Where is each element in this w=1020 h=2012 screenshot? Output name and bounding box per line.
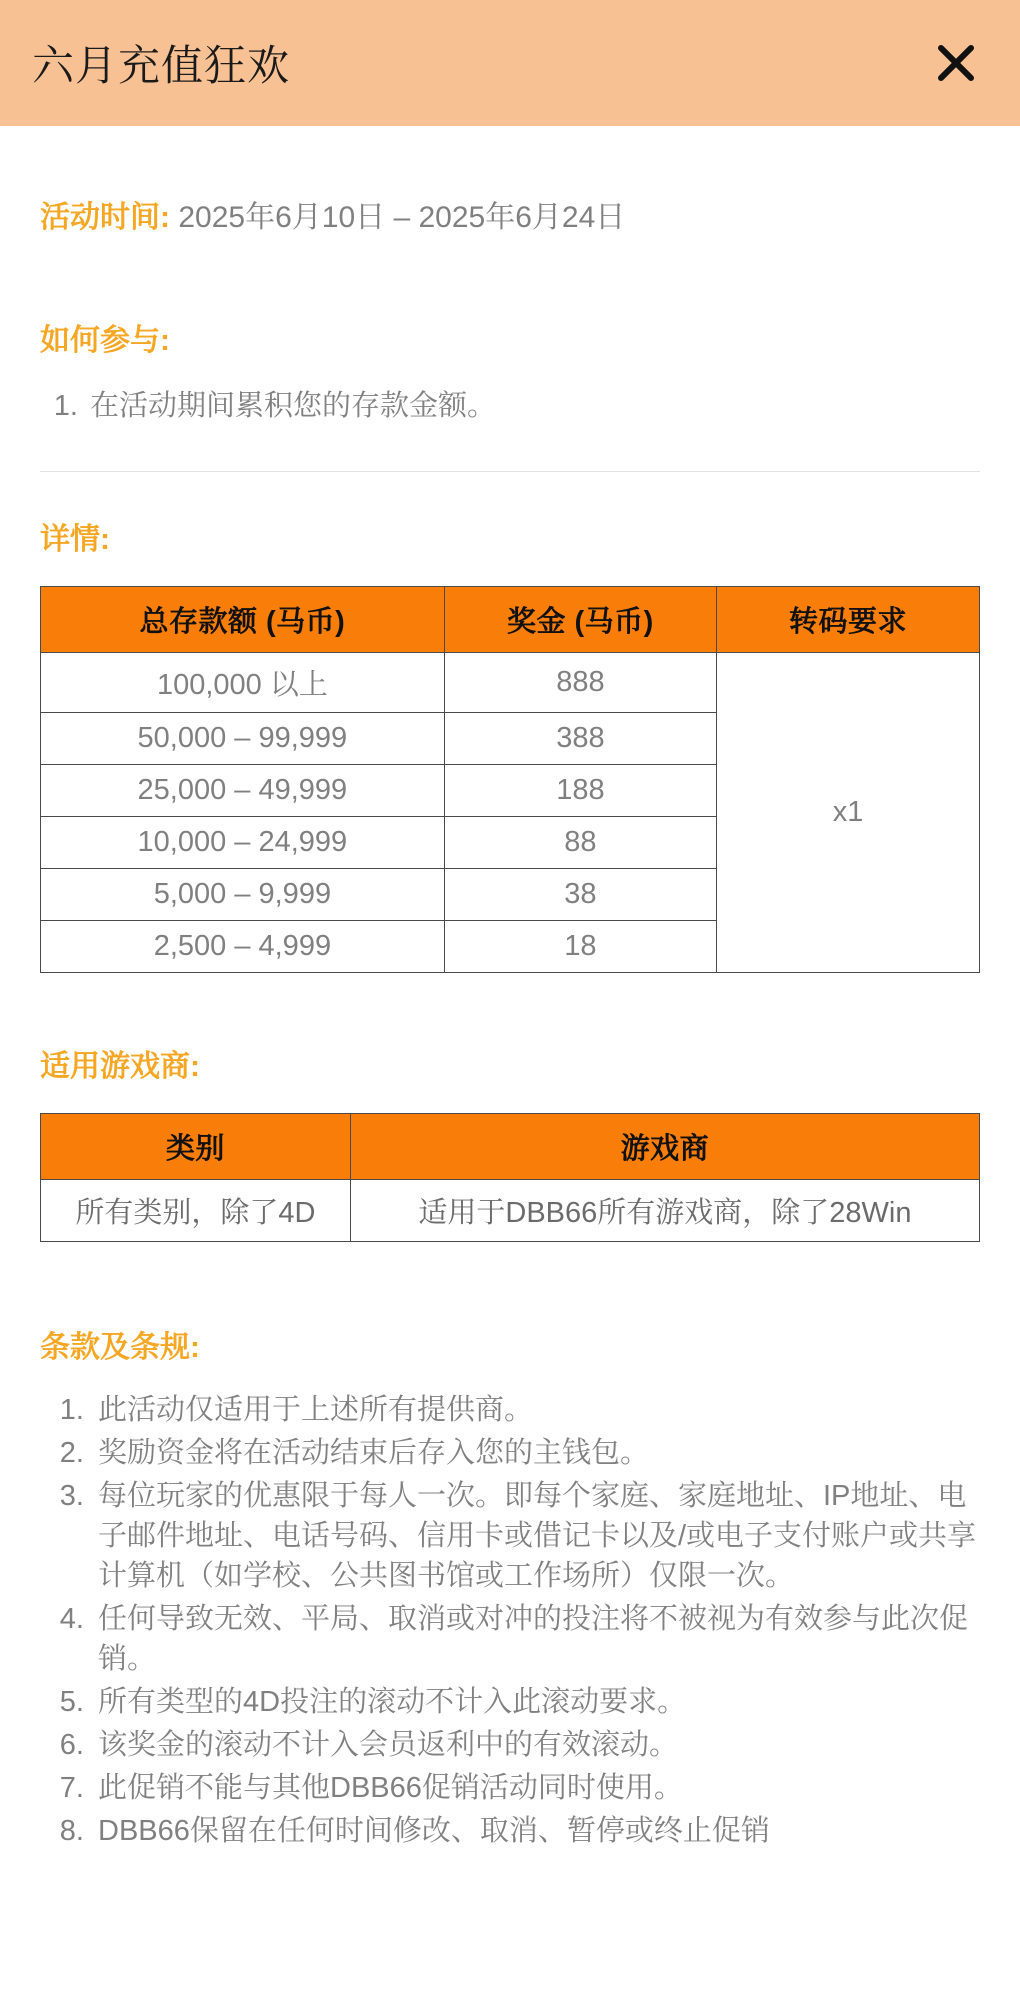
page-title: 六月充值狂欢 (32, 42, 291, 89)
dialog-header (0, 0, 1020, 126)
providers-title: 适用游戏商: (40, 1050, 200, 1084)
cell-bonus: 388 (444, 713, 716, 765)
cell-bonus: 38 (444, 869, 716, 921)
cell-category: 所有类别，除了4D (41, 1180, 351, 1242)
column-header-deposit: 总存款额 (马币) (41, 587, 445, 653)
list-item: 1. 在活动期间累积您的存款金额。 (86, 385, 980, 427)
cell-rollover: x1 (717, 653, 980, 973)
details-title: 详情: (40, 523, 110, 557)
column-header-category: 类别 (41, 1114, 351, 1180)
close-icon[interactable] (928, 35, 984, 91)
event-time-label: 活动时间: (40, 201, 170, 234)
deposit-bonus-table (40, 586, 980, 973)
column-header-provider: 游戏商 (350, 1114, 979, 1180)
divider (40, 471, 980, 472)
column-header-bonus: 奖金 (马币) (444, 587, 716, 653)
cell-bonus: 18 (444, 921, 716, 973)
promo-content (0, 198, 1020, 1851)
list-item: 2. 奖励资金将在活动结束后存入您的主钱包。 (92, 1433, 980, 1473)
terms-title: 条款及条规: (40, 1331, 200, 1365)
table-row (41, 1180, 980, 1242)
table-header-row (41, 587, 980, 653)
cell-deposit: 5,000 – 9,999 (41, 869, 445, 921)
table-row (41, 653, 980, 713)
cell-bonus: 88 (444, 817, 716, 869)
list-item: 4. 任何导致无效、平局、取消或对冲的投注将不被视为有效参与此次促销。 (92, 1599, 980, 1679)
cell-bonus: 888 (444, 653, 716, 713)
list-item: 8. DBB66保留在任何时间修改、取消、暂停或终止促销 (92, 1811, 980, 1851)
list-item: 5. 所有类型的4D投注的滚动不计入此滚动要求。 (92, 1682, 980, 1722)
event-time (40, 198, 980, 237)
list-item: 3. 每位玩家的优惠限于每人一次。即每个家庭、家庭地址、IP地址、电子邮件地址、电话号码、信用卡或借记卡以及/或电子支付账户或共享计算机（如学校、公共图书馆或工作场所）仅限一次。 (92, 1476, 980, 1596)
cell-bonus: 188 (444, 765, 716, 817)
terms-list (40, 1390, 980, 1851)
cell-deposit: 25,000 – 49,999 (41, 765, 445, 817)
list-item: 6. 该奖金的滚动不计入会员返利中的有效滚动。 (92, 1725, 980, 1765)
list-item: 7. 此促销不能与其他DBB66促销活动同时使用。 (92, 1768, 980, 1808)
cell-deposit: 2,500 – 4,999 (41, 921, 445, 973)
event-time-value: 2025年6月10日 – 2025年6月24日 (178, 201, 626, 234)
providers-table (40, 1113, 980, 1242)
how-to-join-title: 如何参与: (40, 324, 170, 357)
table-header-row (41, 1114, 980, 1180)
cell-deposit: 100,000 以上 (41, 653, 445, 713)
cell-deposit: 50,000 – 99,999 (41, 713, 445, 765)
cell-provider: 适用于DBB66所有游戏商，除了28Win (350, 1180, 979, 1242)
list-item: 1. 此活动仅适用于上述所有提供商。 (92, 1390, 980, 1430)
cell-deposit: 10,000 – 24,999 (41, 817, 445, 869)
column-header-rollover: 转码要求 (717, 587, 980, 653)
how-to-join-list (40, 385, 980, 427)
